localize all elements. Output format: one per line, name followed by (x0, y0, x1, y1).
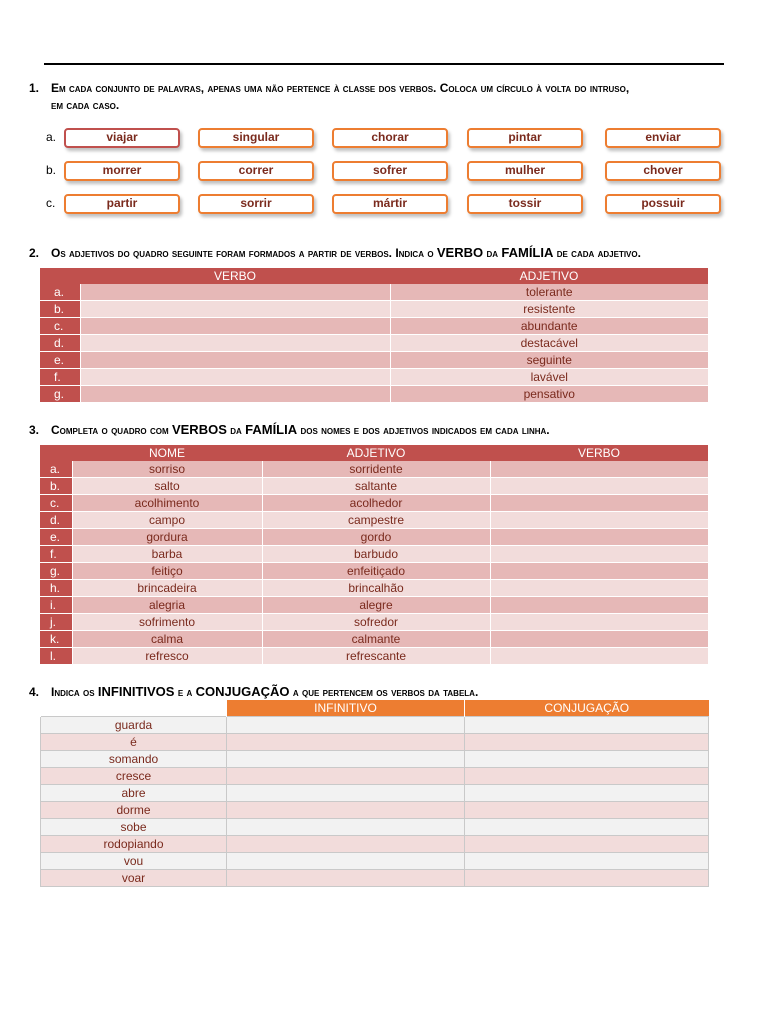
top-rule (44, 63, 724, 65)
adjetivo-cell: seguinte (390, 352, 708, 369)
highlight-familia: FAMÍLIA (245, 422, 298, 437)
verb-form-cell: cresce (41, 768, 227, 785)
question-text-c: dos nomes e dos adjetivos indicados em cada linha. (300, 423, 550, 437)
header-adjetivo: ADJETIVO (262, 445, 490, 461)
row-letter: c. (46, 196, 56, 210)
nome-cell: sorriso (72, 461, 262, 478)
table-row (40, 478, 708, 495)
infinitivo-answer-cell[interactable] (227, 734, 465, 751)
verbo-answer-cell[interactable] (490, 529, 708, 546)
verbo-answer-cell[interactable] (490, 648, 708, 665)
row-letter: f. (40, 546, 72, 563)
conjugacao-answer-cell[interactable] (465, 785, 709, 802)
conjugacao-answer-cell[interactable] (465, 768, 709, 785)
verb-form-cell: guarda (41, 717, 227, 734)
row-letter: a. (40, 284, 80, 301)
table-row (41, 751, 709, 768)
question-text-continued: em cada caso. (51, 98, 120, 112)
infinitivo-answer-cell[interactable] (227, 853, 465, 870)
word-option[interactable]: chorar (332, 128, 448, 148)
verb-form-cell: voar (41, 870, 227, 887)
question-number: 1. (29, 81, 40, 95)
verbo-answer-cell[interactable] (80, 386, 390, 403)
question-number: 4. (29, 685, 40, 699)
conjugacao-answer-cell[interactable] (465, 751, 709, 768)
question-text: Completa o quadro com (51, 423, 169, 437)
question-text: Em cada conjunto de palavras, apenas uma não pertence à classe dos verbos. Coloca um círculo à volta do intruso, (51, 81, 630, 95)
verb-form-cell: é (41, 734, 227, 751)
adjetivo-cell: abundante (390, 318, 708, 335)
table-row (41, 802, 709, 819)
verbo-answer-cell[interactable] (490, 495, 708, 512)
row-letter: a. (40, 461, 72, 478)
row-letter: f. (40, 369, 80, 386)
verbo-answer-cell[interactable] (80, 335, 390, 352)
adjetivo-cell: sofredor (262, 614, 490, 631)
verbo-answer-cell[interactable] (490, 478, 708, 495)
word-option[interactable]: correr (198, 161, 314, 181)
verbo-answer-cell[interactable] (490, 580, 708, 597)
table-row (40, 529, 708, 546)
word-option[interactable]: mulher (467, 161, 583, 181)
table-row (40, 301, 708, 318)
row-letter: k. (40, 631, 72, 648)
table-row (40, 631, 708, 648)
verbo-answer-cell[interactable] (490, 631, 708, 648)
table-row (41, 853, 709, 870)
table-row (40, 284, 708, 301)
conjugacao-answer-cell[interactable] (465, 870, 709, 887)
verb-form-cell: sobe (41, 819, 227, 836)
table-row (40, 335, 708, 352)
row-letter: l. (40, 648, 72, 665)
highlight-infinitivos: INFINITIVOS (97, 684, 175, 699)
word-option[interactable]: sorrir (198, 194, 314, 214)
row-letter: j. (40, 614, 72, 631)
infinitivo-answer-cell[interactable] (227, 717, 465, 734)
adjetivo-cell: tolerante (390, 284, 708, 301)
conjugacao-answer-cell[interactable] (465, 836, 709, 853)
word-option[interactable]: sofrer (332, 161, 448, 181)
verb-form-cell: dorme (41, 802, 227, 819)
adjetivo-cell: alegre (262, 597, 490, 614)
row-letter: d. (40, 335, 80, 352)
adjetivo-cell: destacável (390, 335, 708, 352)
nome-cell: barba (72, 546, 262, 563)
verbo-answer-cell[interactable] (490, 614, 708, 631)
header-verbo: VERBO (490, 445, 708, 461)
table-row (40, 546, 708, 563)
adjetivo-cell: acolhedor (262, 495, 490, 512)
row-letter: b. (46, 163, 57, 177)
infinitivo-answer-cell[interactable] (227, 768, 465, 785)
conjugacao-answer-cell[interactable] (465, 853, 709, 870)
question-4 (29, 683, 478, 701)
nome-cell: sofrimento (72, 614, 262, 631)
highlight-verbo: VERBO (436, 245, 484, 260)
adjetivo-cell: pensativo (390, 386, 708, 403)
adjetivo-cell: lavável (390, 369, 708, 386)
verbo-answer-cell[interactable] (490, 597, 708, 614)
conjugacao-answer-cell[interactable] (465, 717, 709, 734)
row-letter: g. (40, 386, 80, 403)
adjetivo-cell: calmante (262, 631, 490, 648)
verbo-answer-cell[interactable] (80, 318, 390, 335)
infinitivo-answer-cell[interactable] (227, 751, 465, 768)
verbo-answer-cell[interactable] (80, 284, 390, 301)
word-option[interactable]: viajar (64, 128, 180, 148)
adjetivo-cell: barbudo (262, 546, 490, 563)
conjugacao-answer-cell[interactable] (465, 819, 709, 836)
conjugacao-answer-cell[interactable] (465, 802, 709, 819)
table-row (41, 734, 709, 751)
nome-cell: brincadeira (72, 580, 262, 597)
table-row (40, 318, 708, 335)
highlight-verbos: VERBOS (171, 422, 227, 437)
table-row (40, 352, 708, 369)
adjetivo-cell: campestre (262, 512, 490, 529)
adjetivo-cell: enfeitiçado (262, 563, 490, 580)
table-row (40, 461, 708, 478)
infinitivo-answer-cell[interactable] (227, 870, 465, 887)
verbo-answer-cell[interactable] (80, 301, 390, 318)
verbo-answer-cell[interactable] (80, 352, 390, 369)
verb-form-cell: rodopiando (41, 836, 227, 853)
nome-cell: refresco (72, 648, 262, 665)
table-row (40, 614, 708, 631)
word-option[interactable]: mártir (332, 194, 448, 214)
table-row (41, 836, 709, 853)
header-conjugacao: CONJUGAÇÃO (465, 700, 709, 717)
row-letter: h. (40, 580, 72, 597)
question-text-b: e a (177, 685, 193, 699)
table-row (40, 563, 708, 580)
nome-cell: salto (72, 478, 262, 495)
word-option[interactable]: chover (605, 161, 721, 181)
adjetivo-cell: gordo (262, 529, 490, 546)
word-option[interactable]: morrer (64, 161, 180, 181)
table-row (40, 597, 708, 614)
question-number: 3. (29, 423, 40, 437)
row-letter: c. (40, 495, 72, 512)
table-row (40, 369, 708, 386)
question-text-c: a que pertencem os verbos da tabela. (292, 685, 479, 699)
question-1 (29, 80, 629, 114)
row-letter: d. (40, 512, 72, 529)
table-row (41, 870, 709, 887)
nome-cell: alegria (72, 597, 262, 614)
table-row (40, 580, 708, 597)
row-letter: b. (40, 478, 72, 495)
row-letter: e. (40, 529, 72, 546)
question-text-b: da (486, 246, 499, 260)
header-nome: NOME (72, 445, 262, 461)
conjugacao-answer-cell[interactable] (465, 734, 709, 751)
verbo-answer-cell[interactable] (80, 369, 390, 386)
adjetivo-cell: resistente (390, 301, 708, 318)
adjetivo-cell: sorridente (262, 461, 490, 478)
nome-cell: calma (72, 631, 262, 648)
verb-form-cell: vou (41, 853, 227, 870)
nome-cell: gordura (72, 529, 262, 546)
question-3 (29, 421, 550, 439)
question-number: 2. (29, 246, 40, 260)
highlight-familia: FAMÍLIA (501, 245, 554, 260)
question-text: Os adjetivos do quadro seguinte foram formados a partir de verbos. Indica o (51, 246, 434, 260)
row-letter: e. (40, 352, 80, 369)
word-option[interactable]: possuir (605, 194, 721, 214)
table-row (41, 768, 709, 785)
table-row (40, 648, 708, 665)
row-letter: b. (40, 301, 80, 318)
header-verbo: VERBO (80, 268, 390, 284)
word-option[interactable]: enviar (605, 128, 721, 148)
word-option[interactable]: tossir (467, 194, 583, 214)
verbo-answer-cell[interactable] (490, 461, 708, 478)
question-text: Indica os (51, 685, 95, 699)
question-2 (29, 244, 641, 262)
verbo-answer-cell[interactable] (490, 512, 708, 529)
adjetivo-cell: refrescante (262, 648, 490, 665)
nome-cell: feitiço (72, 563, 262, 580)
header-adjetivo: ADJETIVO (390, 268, 708, 284)
verb-form-cell: abre (41, 785, 227, 802)
nome-cell: campo (72, 512, 262, 529)
verb-form-cell: somando (41, 751, 227, 768)
table-row (41, 717, 709, 734)
nome-cell: acolhimento (72, 495, 262, 512)
infinitivo-answer-cell[interactable] (227, 836, 465, 853)
row-letter: a. (46, 130, 57, 144)
word-option[interactable]: singular (198, 128, 314, 148)
table-row (41, 785, 709, 802)
adjetivo-cell: brincalhão (262, 580, 490, 597)
word-option[interactable]: pintar (467, 128, 583, 148)
infinitivo-answer-cell[interactable] (227, 802, 465, 819)
highlight-conjugacao: CONJUGAÇÃO (195, 684, 290, 699)
table-row (40, 386, 708, 403)
table-row (40, 495, 708, 512)
adjetivo-cell: saltante (262, 478, 490, 495)
table-noun-adjective-verb (40, 445, 708, 665)
infinitivo-answer-cell[interactable] (227, 785, 465, 802)
table-infinitive-conjugation (40, 700, 709, 887)
row-letter: c. (40, 318, 80, 335)
infinitivo-answer-cell[interactable] (227, 819, 465, 836)
header-infinitivo: INFINITIVO (227, 700, 465, 717)
row-letter: i. (40, 597, 72, 614)
verbo-answer-cell[interactable] (490, 563, 708, 580)
row-letter: g. (40, 563, 72, 580)
table-verb-adjective (40, 268, 708, 403)
verbo-answer-cell[interactable] (490, 546, 708, 563)
question-text-c: de cada adjetivo. (556, 246, 641, 260)
word-option[interactable]: partir (64, 194, 180, 214)
question-text-b: da (230, 423, 242, 437)
table-row (40, 512, 708, 529)
table-row (41, 819, 709, 836)
